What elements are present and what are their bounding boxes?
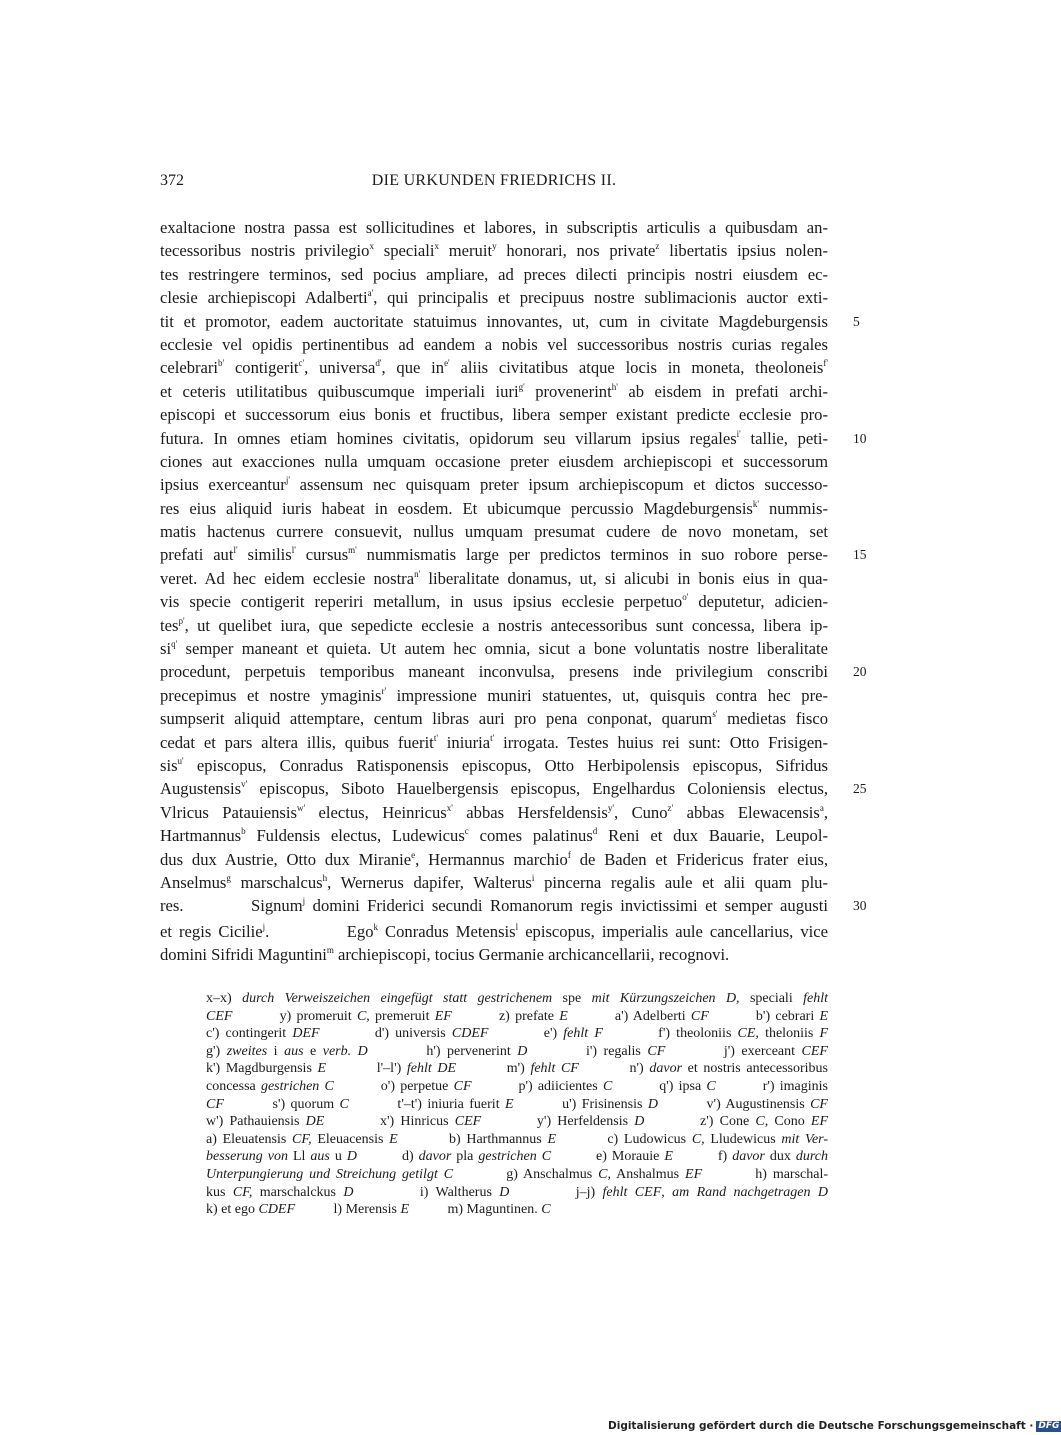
line-number: 25 [853,781,867,797]
text-line: episcopi et successorum eius bonis et fructibus, libera semper existant predicte ecclesie pro- [160,405,828,425]
footnote-line: k') Magdburgensis E l'–l') fehlt DE m') fehlt CF n') davor et nostris antecessoribus [206,1061,829,1077]
text-line: procedunt, perpetuis temporibus maneant inconvulsa, presens inde privilegium conscribi 20 [160,660,828,683]
text-line: domini Sifridi Maguntini$^m$ archiepiscopi, tocius Germanie archicancellarii, recognovi. [160,945,730,965]
dfg-logo: DFG [1038,1420,1060,1431]
text-line: sumpserit aliquid attemptare, centum libras auri pro pena conponat, quarum$^{s'}$ medietas fisco [160,709,829,729]
text-line: veret. Ad hec eidem ecclesie nostra$^{n'}$ liberalitate donamus, ut, si alicubi in bonis eius in qua- [160,568,829,588]
text-line: precepimus et nostre ymaginis$^{r'}$ impressione muniri statuentes, ut, quisquis contra hec pre- [160,685,828,705]
line-number: 15 [853,547,867,563]
text-line: futura. In omnes etiam homines civitatis, opidorum seu villarum ipsius regales$^{i'}$ tallie, peti- 10 [160,427,828,450]
text-line: prefati aut$^{l'}$ similis$^{l'}$ cursus$^{m'}$ nummismatis large per predictos terminos in suo robore perse- 15 [160,543,828,566]
text-line: et regis Cicilie$^j$. Ego$^k$ Conradus Metensis$^l$ episcopus, imperialis aule cancellarius, vice [160,921,828,941]
text-line: matis hactenus currere consuevit, nullus umquam presumat cudere de novo monetam, set [160,522,828,542]
text-line: Augustensis$^{v'}$ episcopus, Siboto Hauelbergensis episcopus, Engelhardus Coloniensis electus, 25 [160,777,828,800]
text-line: tes restringere terminos, sed pocius ampliare, ad preces dilecti principis nostri eiusdem ec- [160,264,828,284]
text-line: exaltacione nostra passa est sollicitudines et labores, in subscriptis articulis a quibusdam an- [160,218,828,237]
document-body [160,216,867,967]
footer-credit [608,1420,1061,1433]
footnote-line: kus CF, marschalckus D i) Waltherus D j–j) fehlt CEF, am Rand nachgetragen D [206,1184,828,1200]
text-line: Anselmus$^g$ marschalcus$^h$, Wernerus dapifer, Walterus$^i$ pincerna regalis aule et alii quam plu- [160,872,828,892]
footnote-line: a) Eleuatensis CF, Eleuacensis E b) Harthmannus E c) Ludowicus C, Lludewicus mit Ver- [206,1131,829,1147]
text-line: ecclesie vel opidis pertinentibus ad eandem a nobis vel successoribus nostris curias regales [160,334,828,354]
text-line: $si^{q'}$ semper maneant et quieta. Ut autem hec omnia, sicut a bone voluntatis nostre liberalitate [160,639,828,659]
text-line: ipsius exerceantur$^{j'}$ assensum nec quisquam preter ipsum archiepiscopum et dictos successo- [160,475,828,495]
line-number: 10 [853,430,867,446]
text-line: tes$^{p'}$, ut quelibet iura, que sepedicte ecclesie a nostris antecessoribus sunt concessa, libera ip- [160,615,828,635]
text-line: tit et promotor, eadem auctoritate statuimus innovantes, ut, cum in civitate Magdeburgensis 5 [160,310,828,333]
text-line: res. Signum$^j$ domini Friderici secundi Romanorum regis invictissimi et semper augusti 30 [160,894,828,917]
text-line: clesie archiepiscopi Adalberti$^{a'}$, qui principalis et precipuus nostre sublimacionis auctor exti- [160,288,828,308]
page-number: 372 [160,172,184,189]
footnotes [206,990,828,1219]
page-header [160,172,828,196]
text-line: tecessoribus nostris privilegio$^x$ speciali$^x$ meruit$^y$ honorari, nos private$^z$ libertatis ipsius nolen- [160,241,828,261]
footnote-line: c') contingerit DEF d') universis CDEF e') fehlt F f') theoloniis CE, theloniis F [206,1026,829,1042]
footnote-line: CF s') quorum C t'–t') iniuria fuerit E u') Frisinensis D v') Augustinensis CF [206,1096,828,1112]
footnote-line: w') Pathauiensis DE x') Hinricus CEF y') Herfeldensis D z') Cone C, Cono EF [206,1114,829,1130]
text-line: sis$^{u'}$ episcopus, Conradus Ratisponensis episcopus, Otto Herbipolensis episcopus, Sifridus [160,755,828,775]
line-number: 30 [853,898,867,914]
running-title: DIE URKUNDEN FRIEDRICHS II. [371,172,617,189]
footnote-line: besserung von Ll aus u D d) davor pla gestrichen C e) Morauie E f) davor dux durch [206,1149,829,1165]
footnote-line: concessa gestrichen C o') perpetue CF p') adiicientes C q') ipsa C r') imaginis [206,1078,828,1094]
footnote-line: g') zweites i aus e verb. D h') pervenerint D i') regalis CF j') exerceant CEF [206,1043,828,1059]
line-number: 5 [853,313,860,329]
footnote-line: Unterpungierung und Streichung getilgt C g) Anschalmus C, Anshalmus EF h) marschal- [206,1166,829,1182]
footnote-line: CEF y) promeruit C, premeruit EF z) prefate E a') Adelberti CF b') cebrari E [206,1008,829,1024]
text-line: Vlricus Patauiensis$^{w'}$ electus, Heinricus$^{x'}$ abbas Hersfeldensis$^{y'}$, Cuno$^{z'}$ abbas Elewacensis$^a$, [160,802,828,822]
text-line: vis specie contigerit reperiri metallum, in usus ipsius ecclesie perpetuo$^{o'}$ deputetur, adicien- [160,592,828,612]
footnote-line: k) et ego CDEF l) Merensis E m) Maguntinen. C [206,1202,551,1218]
line-number: 20 [853,664,867,680]
footnote-line: x–x) durch Verweiszeichen eingefügt statt gestrichenem spe mit Kürzungszeichen D, speciali fehlt [206,991,828,1006]
text-line: celebrari$^{b'}$ contigerit$^{c'}$, universa$^{d'}$, que $in^{e'}$ aliis civitatibus atque locis in moneta, theoloneis$^{f'}$ [160,358,829,378]
text-line: dus dux Austrie, Otto dux Miranie$^e$, Hermannus marchio$^f$ de Baden et Fridericus frater eius, [160,849,829,869]
text-line: cedat et pars altera illis, quibus fuerit$^{t'}$ iniuria$^{t'}$ irrogata. Testes huius rei sunt: Otto Frisigen- [160,732,829,752]
text-line: et ceteris utilitatibus quibuscumque imperiali iuri$^{g'}$ provenerint$^{h'}$ ab eisdem in prefati archi- [160,381,828,401]
footer-text: Digitalisierung gefördert durch die Deutsche Forschungsgemeinschaft · [608,1420,1034,1432]
text-line: res eius aliquid iuris habeat in eosdem. Et ubicumque percussio Magdeburgensis$^{k'}$ nummis- [160,498,828,518]
text-line: ciones aut exacciones nulla umquam occasione preter eiusdem archiepiscopi et successorum [160,451,828,471]
text-line: Hartmannus$^b$ Fuldensis electus, Ludewicus$^c$ comes palatinus$^d$ Reni et dux Bauarie, Leupol- [160,826,828,846]
